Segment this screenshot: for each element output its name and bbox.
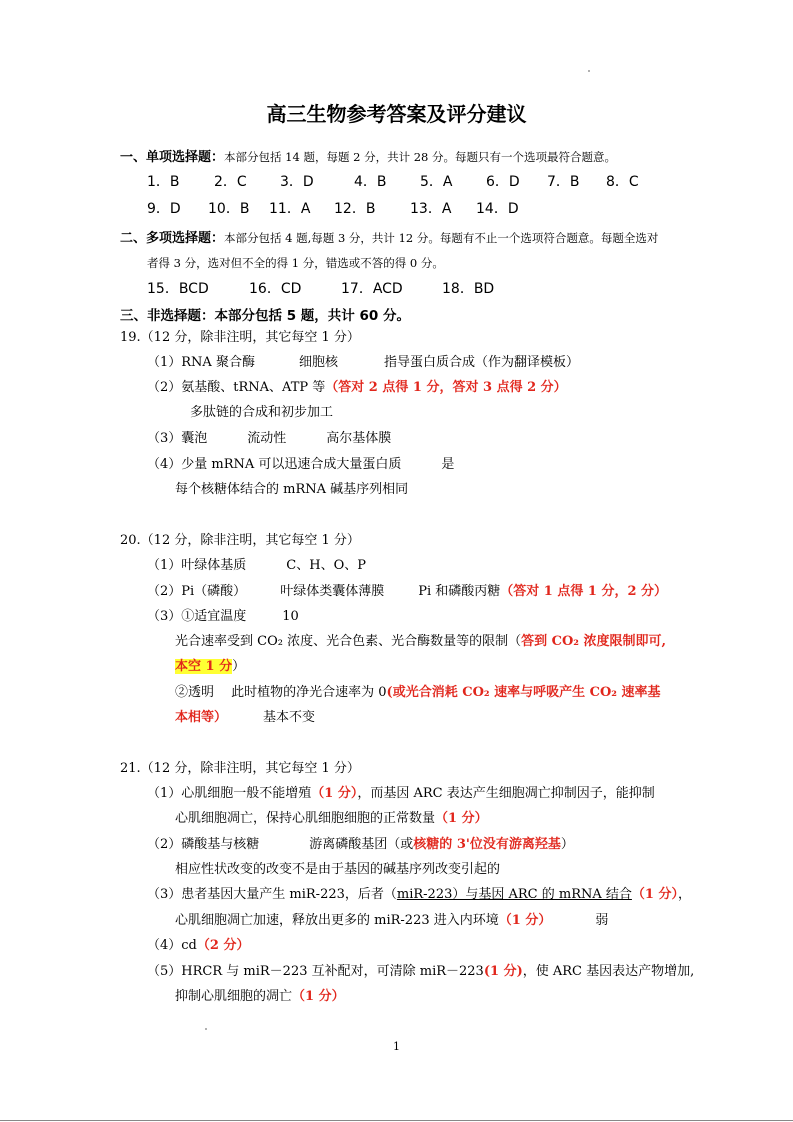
q21-punct: ， — [677, 887, 691, 902]
q20-line-3 — [147, 608, 299, 626]
q21-answer: 游离磷酸基团（或 — [309, 837, 414, 852]
q21-answer: （4）cd — [147, 938, 197, 953]
q20-answer: C、H、O、P — [286, 558, 366, 573]
q21-score: （1 分） — [631, 887, 678, 902]
answer-item: 2．C — [214, 174, 247, 190]
q20-highlighted-note: 本空 1 分 — [175, 659, 233, 674]
q21-line-4 — [147, 937, 249, 955]
q21-answer: 心肌细胞凋亡，保持心肌细胞细胞的正常数量 — [175, 811, 436, 826]
q19-line-3 — [147, 430, 391, 448]
section-2-header — [120, 229, 658, 248]
answer-item: 8．C — [606, 174, 639, 190]
q19-answer: 细胞核 — [298, 355, 338, 370]
q21-answer: 弱 — [595, 913, 609, 928]
q21-answer: 抑制心肌细胞的凋亡 — [175, 989, 293, 1004]
section-2-description: 本部分包括 4 题,每题 3 分，共计 12 分。每题有不止一个选项符合题意。每题全选对 — [224, 231, 659, 245]
q20-heading: 20.（12 分，除非注明，其它每空 1 分） — [120, 533, 360, 548]
q19-heading: 19.（12 分，除非注明，其它每空 1 分） — [120, 330, 360, 345]
answer-item: 11．A — [269, 201, 311, 217]
q21-line-3b — [175, 912, 608, 930]
q21-answer: ，而基因 ARC 表达产生细胞凋亡抑制因子，能抑制 — [357, 786, 655, 801]
q19-answer: （1）RNA 聚合酶 — [147, 355, 255, 370]
q21-line-5 — [147, 963, 694, 981]
q21-answer: ，使 ARC 基因表达产物增加, — [522, 964, 695, 979]
q20-answer: 10 — [282, 609, 299, 624]
q20-answer: （3）①适宜温度 — [147, 609, 247, 624]
q19-answer: 是 — [441, 457, 455, 472]
q19-line-4b: 每个核糖体结合的 mRNA 碱基序列相同 — [175, 482, 409, 497]
q21-score: (1 分) — [483, 964, 523, 979]
q20-answer: （1）叶绿体基质 — [147, 558, 247, 573]
q21-heading: 21.（12 分，除非注明，其它每空 1 分） — [120, 761, 360, 776]
q21-underlined-answer: miR-223）与基因 ARC 的 mRNA 结合 — [396, 887, 632, 902]
answer-item: 3．D — [280, 174, 314, 190]
q21-line-2 — [147, 836, 574, 854]
q21-line-1 — [147, 785, 655, 803]
section-1-header — [120, 148, 616, 167]
section-2-heading: 二、多项选择题： — [120, 231, 225, 246]
q20-line-2 — [147, 583, 667, 601]
q19-answer: （4）少量 mRNA 可以迅速合成大量蛋白质 — [147, 457, 402, 472]
q20-bracket: ） — [232, 659, 246, 674]
page-title: 高三生物参考答案及评分建议 — [266, 102, 527, 126]
q20-line-3c — [175, 658, 245, 676]
q21-answer: 心肌细胞凋亡加速，释放出更多的 miR-223 进入内环境 — [175, 913, 499, 928]
answer-item: 7．B — [547, 174, 580, 190]
answer-item: 5．A — [420, 174, 453, 190]
q19-answer: 高尔基体膜 — [326, 431, 392, 446]
answer-item: 12．B — [334, 201, 376, 217]
q20-answer: （2）Pi（磷酸） — [147, 584, 247, 599]
answer-item: 16．CD — [249, 281, 302, 297]
section-1-description: 本部分包括 14 题，每题 2 分，共计 28 分。每题只有一个选项最符合题意。 — [224, 150, 617, 164]
q20-line-3e — [175, 709, 315, 727]
q21-line-1b — [175, 810, 488, 828]
q21-bracket: ） — [560, 837, 574, 852]
answer-item: 10．B — [208, 201, 250, 217]
q21-scoring-note: 核糖的 3'位没有游离羟基 — [413, 837, 561, 852]
page-number: 1 — [393, 1040, 400, 1053]
answer-item: 9．D — [147, 201, 181, 217]
q21-line-5b — [175, 988, 345, 1006]
q20-line-3b — [175, 633, 666, 651]
section-1-heading: 一、单项选择题： — [120, 150, 225, 165]
q20-answer: 光合速率受到 CO₂ 浓度、光合色素、光合酶数量等的限制（ — [175, 634, 522, 649]
answer-item: 18．BD — [442, 281, 495, 297]
answer-item: 4．B — [354, 174, 387, 190]
answer-item: 6．D — [486, 174, 520, 190]
q19-answer: 指导蛋白质合成（作为翻译模板） — [383, 355, 579, 370]
answer-item: 13．A — [410, 201, 452, 217]
q20-scoring-note: 答到 CO₂ 浓度限制即可, — [521, 634, 667, 649]
q20-scoring-note: 本相等） — [175, 710, 228, 725]
q21-line-2b: 相应性状改变的改变不是由于基因的碱基序列改变引起的 — [175, 862, 501, 877]
q20-answer: Pi 和磷酸丙糖 — [418, 584, 501, 599]
q19-answer: （3）囊泡 — [147, 431, 208, 446]
q19-line-4 — [147, 456, 454, 474]
answer-item: 15．BCD — [147, 281, 209, 297]
q19-line-1 — [147, 354, 579, 372]
section-2-description-cont: 者得 3 分，选对但不全的得 1 分，错选或不答的得 0 分。 — [147, 256, 444, 270]
q20-scoring-note: （答对 1 点得 1 分，2 分） — [500, 584, 668, 599]
q20-line-1 — [147, 557, 366, 575]
q21-answer: （5）HRCR 与 miR－223 互补配对，可清除 miR－223 — [147, 964, 484, 979]
section-3-heading: 三、非选择题：本部分包括 5 题，共计 60 分。 — [120, 308, 410, 324]
q21-answer: （3）患者基因大量产生 miR-223，后者（ — [147, 887, 397, 902]
q21-line-3 — [147, 886, 691, 904]
q19-answer: （2）氨基酸、tRNA、ATP 等 — [147, 380, 326, 395]
q21-score: （1 分） — [311, 786, 358, 801]
q20-answer: 叶绿体类囊体薄膜 — [280, 584, 385, 599]
q19-line-2b: 多肽链的合成和初步加工 — [190, 405, 334, 420]
q21-score: （1 分） — [292, 989, 345, 1004]
q20-line-3d — [175, 684, 661, 702]
answer-item: 1．B — [147, 174, 180, 190]
q20-scoring-note: (或光合消耗 CO₂ 速率与呼吸产生 CO₂ 速率基 — [386, 685, 661, 700]
q19-answer: 流动性 — [247, 431, 287, 446]
q20-answer: ②透明 此时植物的净光合速率为 0 — [175, 685, 387, 700]
scan-dot — [588, 70, 590, 72]
q21-score: （2 分） — [196, 938, 250, 953]
answer-item: 17．ACD — [341, 281, 403, 297]
answer-item: 14．D — [476, 201, 519, 217]
q21-answer: （1）心肌细胞一般不能增殖 — [147, 786, 312, 801]
q19-scoring-note: （答对 2 点得 1 分，答对 3 点得 2 分） — [325, 380, 567, 395]
q21-answer: （2）磷酸基与核糖 — [147, 837, 260, 852]
page-bottom-edge — [0, 1120, 793, 1121]
q20-answer: 基本不变 — [263, 710, 316, 725]
q19-line-2 — [147, 379, 567, 397]
scan-dot — [205, 1028, 207, 1030]
q21-score: （1 分） — [498, 913, 552, 928]
q21-score: （1 分） — [435, 811, 488, 826]
